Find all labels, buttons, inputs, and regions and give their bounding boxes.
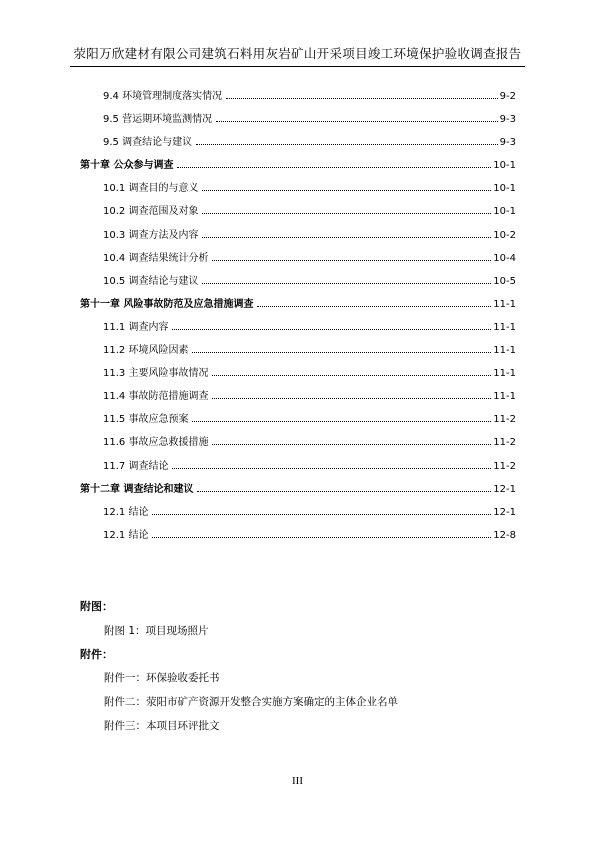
- attachment-item-2: 附件二：荥阳市矿产资源开发整合实施方案确定的主体企业名单: [104, 696, 398, 708]
- toc-entry-title: 10.1 调查目的与意义: [103, 183, 199, 195]
- toc-leader-dots: [212, 398, 491, 399]
- toc-chapter-row[interactable]: [80, 159, 516, 182]
- toc-leader-dots: [216, 121, 498, 122]
- toc-entry-title: 12.1 结论: [103, 529, 149, 541]
- figure-item-1: 附图 1：项目现场照片: [104, 625, 209, 637]
- toc-section-row[interactable]: [80, 436, 516, 459]
- toc-section-row[interactable]: [80, 390, 516, 413]
- toc-section-row[interactable]: [80, 367, 516, 390]
- toc-leader-dots: [226, 98, 498, 99]
- toc-leader-dots: [212, 260, 491, 261]
- toc-page-number: 10-5: [493, 275, 516, 287]
- toc-entry-title: 第十二章 调查结论和建议: [80, 483, 194, 495]
- toc-page-number: 9-3: [499, 114, 516, 126]
- attachment-item-1: 附件一：环保验收委托书: [104, 672, 220, 684]
- toc-page-number: 11-1: [493, 391, 516, 403]
- toc-entry-title: 11.1 调查内容: [103, 321, 169, 333]
- toc-section-row[interactable]: [80, 321, 516, 344]
- toc-entry-title: 11.7 调查结论: [103, 460, 169, 472]
- toc-chapter-row[interactable]: [80, 298, 516, 321]
- toc-section-row[interactable]: [80, 413, 516, 436]
- figures-heading: 附图：: [80, 600, 113, 613]
- toc-section-row[interactable]: [80, 182, 516, 205]
- toc-leader-dots: [152, 537, 491, 538]
- toc-section-row[interactable]: [80, 275, 516, 298]
- toc-entry-title: 12.1 结论: [103, 506, 149, 518]
- toc-leader-dots: [172, 329, 491, 330]
- toc-entry-title: 第十一章 风险事故防范及应急措施调查: [80, 298, 254, 310]
- toc-section-row[interactable]: [80, 252, 516, 275]
- toc-leader-dots: [202, 237, 491, 238]
- toc-entry-title: 10.5 调查结论与建议: [103, 275, 199, 287]
- toc-page-number: 11-1: [493, 298, 516, 310]
- toc-entry-title: 10.2 调查范围及对象: [103, 206, 199, 218]
- toc-entry-title: 第十章 公众参与调查: [80, 160, 174, 172]
- toc-page-number: 10-1: [493, 160, 516, 172]
- toc-leader-dots: [197, 491, 491, 492]
- toc-leader-dots: [177, 167, 491, 168]
- toc-page-number: 11-1: [493, 345, 516, 357]
- toc-section-row[interactable]: [80, 529, 516, 552]
- toc-section-row[interactable]: [80, 506, 516, 529]
- toc-page-number: 12-1: [493, 483, 516, 495]
- header-rule: [70, 66, 525, 67]
- toc-section-row[interactable]: [80, 344, 516, 367]
- toc-section-row[interactable]: [80, 460, 516, 483]
- toc-leader-dots: [192, 421, 491, 422]
- toc-leader-dots: [202, 190, 491, 191]
- toc-leader-dots: [192, 352, 491, 353]
- toc-page-number: 11-1: [493, 368, 516, 380]
- toc-entry-title: 10.4 调查结果统计分析: [103, 252, 209, 264]
- page-number: III: [292, 775, 303, 787]
- toc-section-row[interactable]: [80, 205, 516, 228]
- toc-page-number: 9-3: [499, 137, 516, 149]
- toc-entry-title: 9.5 营运期环境监测情况: [103, 114, 213, 126]
- toc-entry-title: 11.2 环境风险因素: [103, 345, 189, 357]
- toc-entry-title: 9.5 调查结论与建议: [103, 137, 193, 149]
- toc-page-number: 12-1: [493, 506, 516, 518]
- toc-page-number: 12-8: [493, 529, 516, 541]
- toc-entry-title: 10.3 调查方法及内容: [103, 229, 199, 241]
- toc-entry-title: 11.4 事故防范措施调查: [103, 391, 209, 403]
- toc-leader-dots: [212, 444, 491, 445]
- toc-leader-dots: [257, 306, 491, 307]
- toc-chapter-row[interactable]: [80, 483, 516, 506]
- toc-leader-dots: [152, 514, 491, 515]
- toc-leader-dots: [202, 213, 491, 214]
- toc-page-number: 10-1: [493, 206, 516, 218]
- table-of-contents: [80, 90, 516, 552]
- toc-page-number: 11-2: [493, 437, 516, 449]
- toc-leader-dots: [196, 144, 498, 145]
- running-header: 荥阳万欣建材有限公司建筑石料用灰岩矿山开采项目竣工环境保护验收调查报告: [73, 46, 522, 61]
- toc-entry-title: 11.6 事故应急救援措施: [103, 437, 209, 449]
- toc-page-number: 10-2: [493, 229, 516, 241]
- toc-leader-dots: [212, 375, 491, 376]
- toc-entry-title: 11.3 主要风险事故情况: [103, 368, 209, 380]
- toc-leader-dots: [202, 283, 491, 284]
- attachments-heading: 附件：: [80, 648, 113, 661]
- toc-page-number: 11-1: [493, 321, 516, 333]
- toc-entry-title: 11.5 事故应急预案: [103, 414, 189, 426]
- toc-leader-dots: [172, 468, 491, 469]
- toc-section-row[interactable]: [80, 90, 516, 113]
- toc-page-number: 11-2: [493, 414, 516, 426]
- toc-page-number: 11-2: [493, 460, 516, 472]
- toc-page-number: 9-2: [499, 91, 516, 102]
- toc-page-number: 10-1: [493, 183, 516, 195]
- toc-section-row[interactable]: [80, 113, 516, 136]
- toc-section-row[interactable]: [80, 229, 516, 252]
- toc-entry-title: 9.4 环境管理制度落实情况: [103, 91, 223, 102]
- attachment-item-3: 附件三：本项目环评批文: [104, 720, 220, 732]
- toc-section-row[interactable]: [80, 136, 516, 159]
- toc-page-number: 10-4: [493, 252, 516, 264]
